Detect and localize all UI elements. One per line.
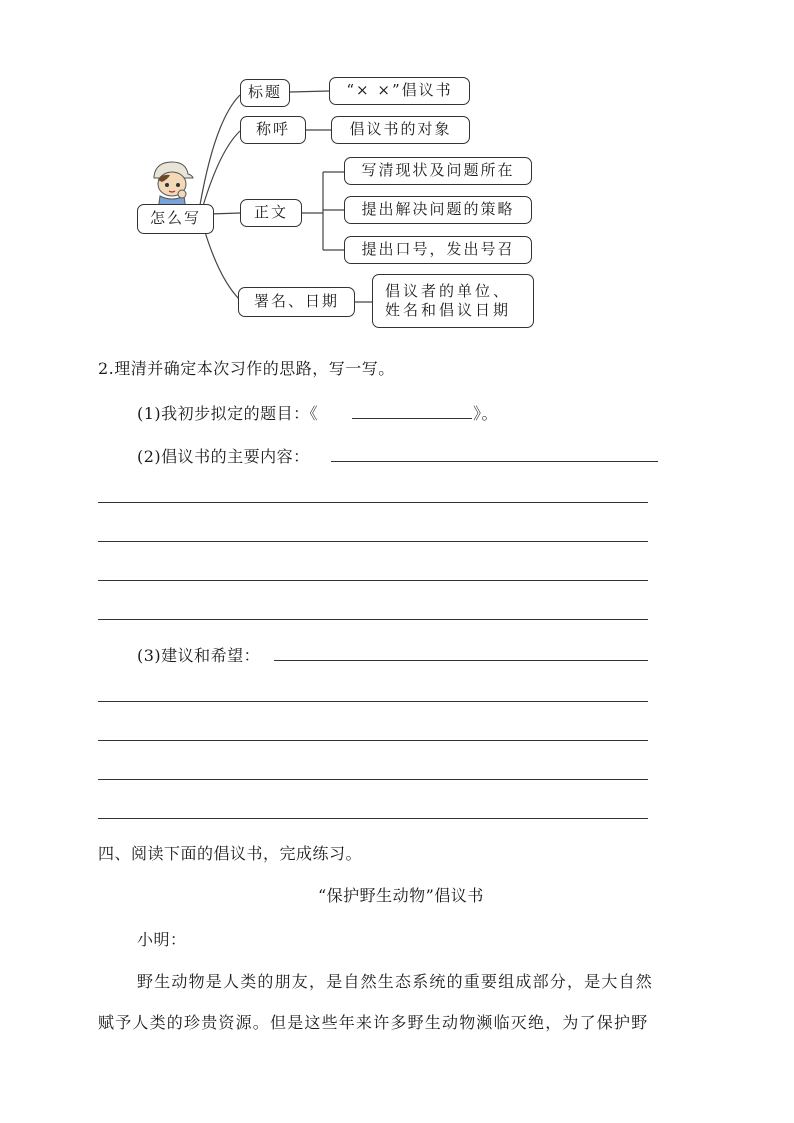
branch-label: 正文 xyxy=(253,203,288,222)
mindmap-detail xyxy=(344,196,532,224)
detail-text: 倡议书的对象 xyxy=(349,120,452,139)
mindmap-branch-signature xyxy=(238,287,355,317)
section2-heading: 2.理清并确定本次习作的思路，写一写。 xyxy=(98,359,395,378)
detail-text: 写清现状及问题所在 xyxy=(361,161,515,180)
q2-answer-line[interactable] xyxy=(98,580,648,581)
q2-answer-line[interactable] xyxy=(98,619,648,620)
q1-answer-line[interactable] xyxy=(352,418,472,419)
mindmap-detail xyxy=(372,274,534,328)
q1-close: 》。 xyxy=(473,404,499,423)
letter-body-line: 野生动物是人类的朋友，是自然生态系统的重要组成部分，是大自然 xyxy=(137,972,654,991)
q2-answer-line[interactable] xyxy=(98,541,648,542)
detail-text: 倡议者的单位、 xyxy=(385,281,512,300)
section4-heading: 四、阅读下面的倡议书，完成练习。 xyxy=(98,844,363,863)
mindmap-branch-body xyxy=(240,199,302,227)
mindmap-branch-salutation xyxy=(240,116,306,144)
mindmap-detail xyxy=(344,157,532,185)
detail-text: 姓名和倡议日期 xyxy=(385,301,512,319)
child-thinking-icon xyxy=(148,158,196,210)
detail-text: 提出解决问题的策略 xyxy=(361,200,515,219)
q3-answer-line[interactable] xyxy=(98,818,648,819)
branch-label: 署名、日期 xyxy=(253,292,339,311)
q3-answer-line[interactable] xyxy=(98,701,648,702)
detail-text: “× ×”倡议书 xyxy=(346,81,453,100)
q3-label: (3)建议和希望： xyxy=(137,646,261,665)
mindmap-detail xyxy=(331,116,470,144)
detail-text: 提出口号，发出号召 xyxy=(361,240,515,259)
mindmap-branch-title xyxy=(240,79,290,107)
mindmap-root xyxy=(137,204,214,234)
letter-title: “保护野生动物”倡议书 xyxy=(318,886,484,905)
q1-label: (1)我初步拟定的题目：《 xyxy=(137,404,319,423)
q3-answer-line[interactable] xyxy=(274,660,648,661)
q3-answer-line[interactable] xyxy=(98,779,648,780)
q2-answer-line[interactable] xyxy=(331,461,658,462)
q3-answer-line[interactable] xyxy=(98,740,648,741)
mindmap-detail xyxy=(329,77,470,105)
q2-answer-line[interactable] xyxy=(98,502,648,503)
branch-label: 标题 xyxy=(247,83,282,102)
mindmap-root-label: 怎么写 xyxy=(149,209,201,228)
mindmap-detail xyxy=(344,236,532,264)
q2-label: (2)倡议书的主要内容： xyxy=(137,447,310,466)
letter-salutation: 小明： xyxy=(137,930,187,949)
branch-label: 称呼 xyxy=(255,120,290,139)
letter-body-line: 赋予人类的珍贵资源。但是这些年来许多野生动物濒临灭绝，为了保护野 xyxy=(98,1013,649,1032)
